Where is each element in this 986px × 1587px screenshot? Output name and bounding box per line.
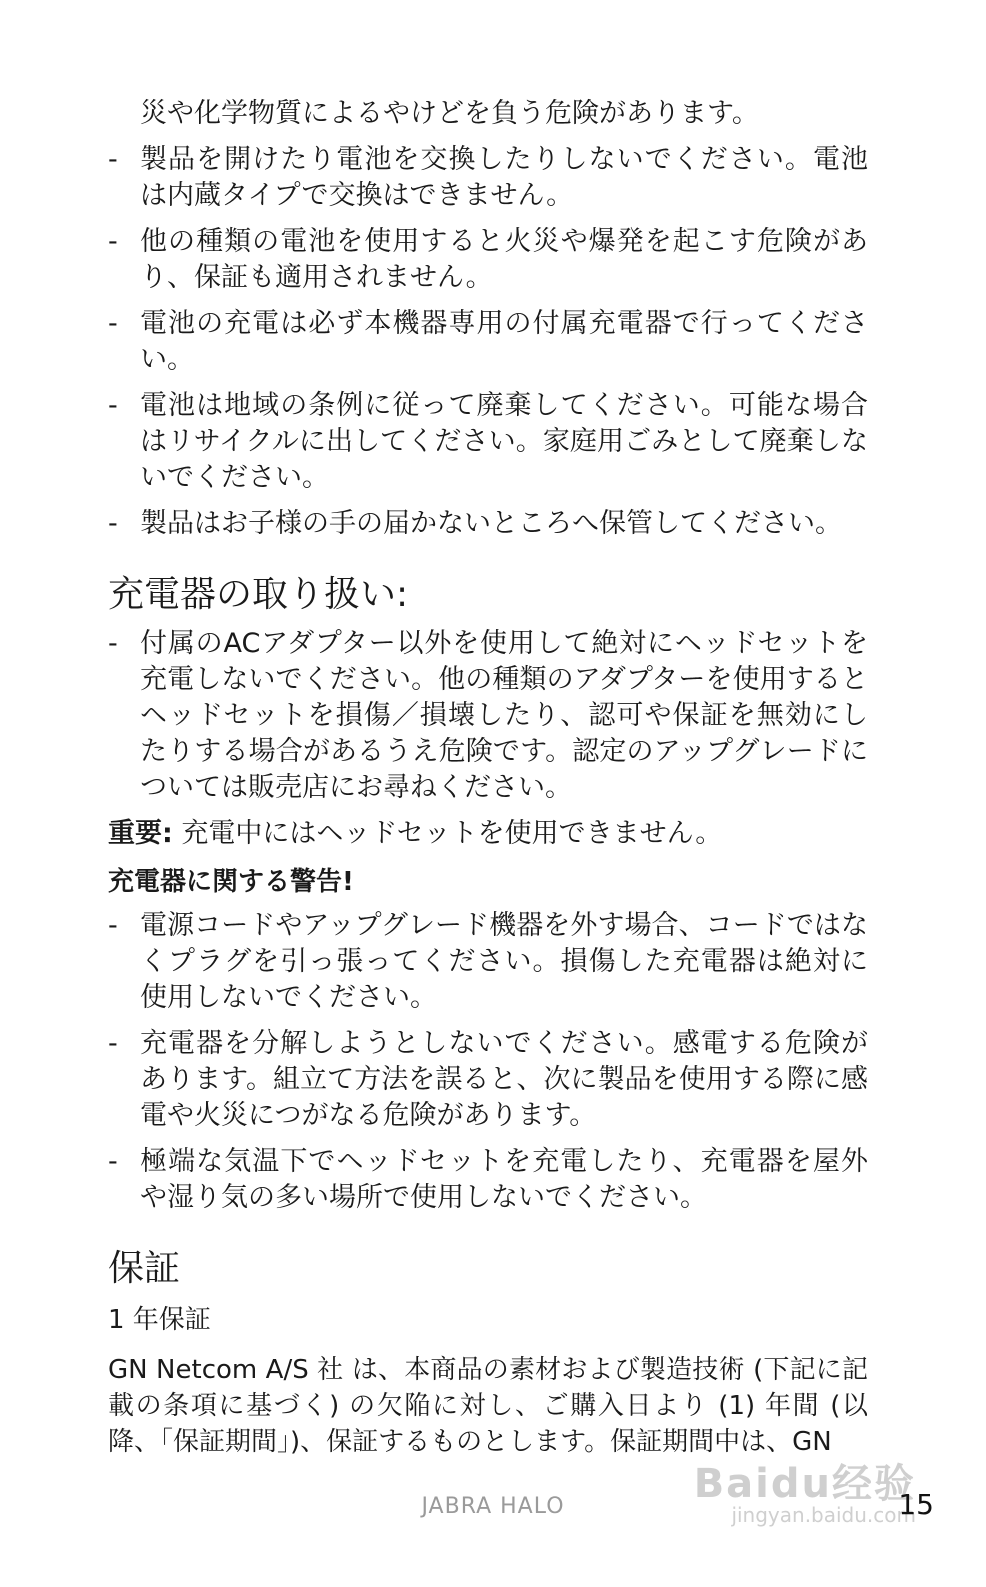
warranty-subheading: 1 年保証 <box>108 1305 211 1335</box>
list-item <box>108 388 868 496</box>
bullet-dash: - <box>108 1146 118 1177</box>
important-text: 充電中にはヘッドセットを使用できません。 <box>172 818 723 849</box>
warning-heading: 充電器に関する警告! <box>108 867 354 897</box>
charger-heading: 充電器の取り扱い: <box>108 574 409 615</box>
list-item <box>108 306 868 378</box>
footer-title: JABRA HALO <box>421 1494 565 1519</box>
bullet-dash: - <box>108 390 118 421</box>
watermark-main: Baidu经验 <box>693 1461 916 1507</box>
list-item <box>108 1144 868 1216</box>
list-item-text: 他の種類の電池を使用すると火災や爆発を起こす危険があり、保証も適用されません。 <box>140 226 868 293</box>
warranty-heading: 保証 <box>108 1248 181 1289</box>
bullet-dash: - <box>108 226 118 257</box>
list-item <box>108 224 868 296</box>
page-content <box>108 96 868 1460</box>
list-item-text: 極端な気温下でヘッドセットを充電したり、充電器を屋外や湿り気の多い場所で使用しないでください。 <box>140 1146 868 1213</box>
watermark-sub: jingyan.baidu.com <box>731 1503 916 1527</box>
list-item-text: 電源コードやアップグレード機器を外す場合、コードではなくプラグを引っ張ってください。損傷した充電器は絶対に使用しないでください。 <box>140 910 868 1013</box>
list-item <box>108 506 868 542</box>
warranty-paragraph: GN Netcom A/S 社 は、本商品の素材および製造技術 (下記に記載の条項に基づく) の欠陥に対し、ご購入日より (1) 年間 (以降、「保証期間」)、保証するものとします。保証期間中は、GN <box>108 1355 868 1457</box>
continuation-text: 災や化学物質によるやけどを負う危険があります。 <box>140 98 759 129</box>
important-label: 重要: <box>108 818 173 849</box>
bullet-dash: - <box>108 144 118 175</box>
bullet-dash: - <box>108 308 118 339</box>
list-item-text: 付属のACアダプター以外を使用して絶対にヘッドセットを充電しないでください。他の種類のアダプターを使用するとヘッドセットを損傷／損壊したり、認可や保証を無効にしたりする場合があるうえ危険です。認定のアップグレードについては販売店にお尋ねください。 <box>140 628 868 803</box>
bullet-dash: - <box>108 1028 118 1059</box>
bullet-dash: - <box>108 508 118 539</box>
bullet-dash: - <box>108 910 118 941</box>
list-item-text: 充電器を分解しようとしないでください。感電する危険があります。組立て方法を誤ると、次に製品を使用する際に感電や火災につがなる危険があります。 <box>140 1028 868 1131</box>
bullet-dash: - <box>108 628 118 659</box>
list-item <box>108 1026 868 1134</box>
list-item <box>108 626 868 806</box>
list-item-text: 製品はお子様の手の届かないところへ保管してください。 <box>140 508 842 539</box>
list-item <box>108 142 868 214</box>
list-item-text: 電池は地域の条例に従って廃棄してください。可能な場合はリサイクルに出してください。家庭用ごみとして廃棄しないでください。 <box>140 390 868 493</box>
page-number: 15 <box>898 1488 934 1521</box>
list-item-text: 製品を開けたり電池を交換したりしないでください。電池は内蔵タイプで交換はできません。 <box>140 144 868 211</box>
list-item <box>108 908 868 1016</box>
list-item-text: 電池の充電は必ず本機器専用の付属充電器で行ってください。 <box>140 308 868 375</box>
important-note <box>108 816 868 852</box>
